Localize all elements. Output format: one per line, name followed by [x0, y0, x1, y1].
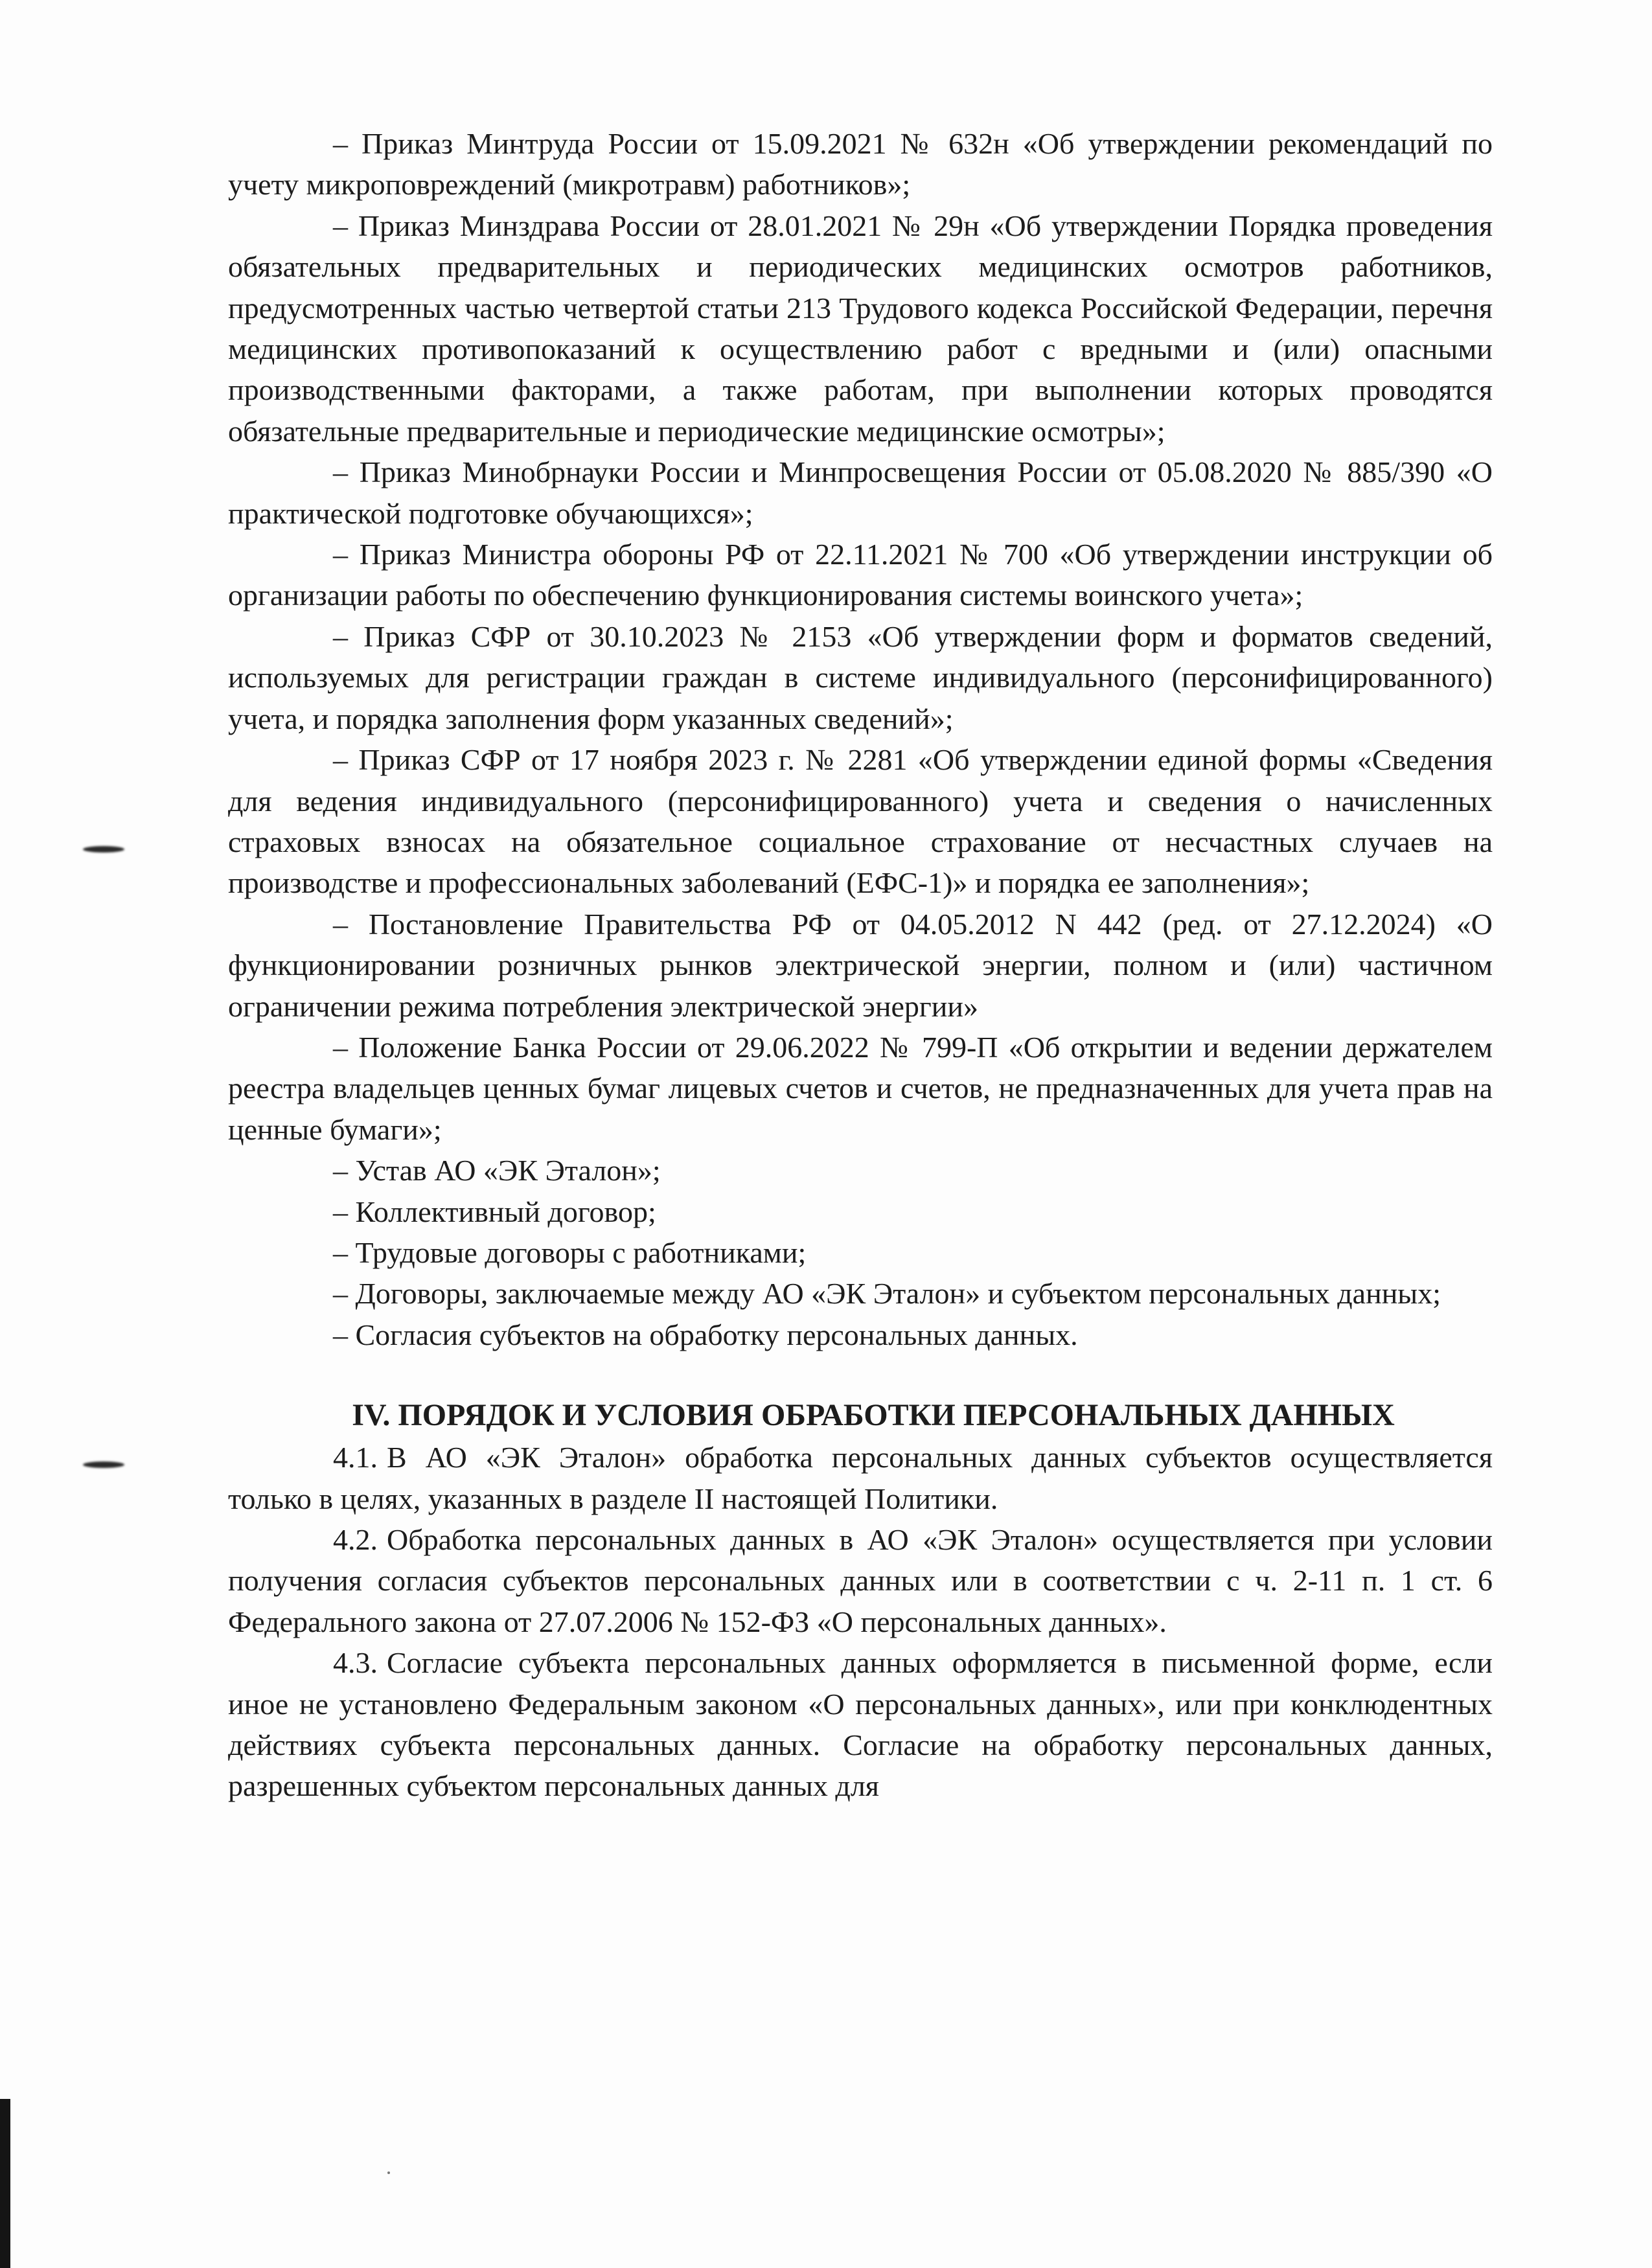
clause-text: Обработка персональных данных в АО «ЭК Эталон» осуществляется при условии получения согласия субъектов персональных данных или в соответствии с ч. 2-11 п. 1 ст. 6 Федерального закона от 27.07.2006 № 152-ФЗ «О персональных данных». [228, 1523, 1493, 1638]
scan-speck [387, 2171, 390, 2174]
clause-text: В АО «ЭК Эталон» обработка персональных данных субъектов осуществляется только в целях, указанных в разделе II настоящей Политики. [228, 1441, 1493, 1515]
legal-basis-list [228, 123, 1493, 1355]
clause-4-2 [228, 1519, 1493, 1642]
clause-number: 4.3. [333, 1646, 378, 1680]
clause-4-1 [228, 1437, 1493, 1519]
list-item: – Приказ Минобрнауки России и Минпросвещения России от 05.08.2020 № 885/390 «О практической подготовке обучающихся»; [228, 455, 1493, 530]
list-item: – Коллективный договор; [333, 1195, 656, 1228]
list-item: – Трудовые договоры с работниками; [333, 1235, 807, 1269]
list-item: – Приказ СФР от 30.10.2023 № 2153 «Об утверждении форм и форматов сведений, используемых для регистрации граждан в системе индивидуального (персонифицированного) учета, и порядка заполнения форм указанных сведений»; [228, 619, 1493, 735]
list-item: – Приказ Минтруда России от 15.09.2021 № 632н «Об утверждении рекомендаций по учету микроповреждений (микротравм) работников»; [228, 127, 1493, 201]
clause-text: Согласие субъекта персональных данных оформляется в письменной форме, если иное не установлено Федеральным законом «О персональных данных», или при конклюдентных действиях субъекта персональных данных. Согласие на обработку персональных данных, разрешенных субъектом персональных данных для [228, 1646, 1493, 1803]
list-item: – Устав АО «ЭК Эталон»; [333, 1154, 661, 1187]
section-heading: IV. ПОРЯДОК И УСЛОВИЯ ОБРАБОТКИ ПЕРСОНАЛЬНЫХ ДАННЫХ [352, 1398, 1395, 1433]
clause-4-3 [228, 1642, 1493, 1807]
list-item: – Положение Банка России от 29.06.2022 № 799-П «Об открытии и ведении держателем реестра владельцев ценных бумаг лицевых счетов и счетов, не предназначенных для учета прав на ценные бумаги»; [228, 1030, 1493, 1146]
list-item: – Согласия субъектов на обработку персональных данных. [333, 1318, 1078, 1351]
list-item: – Договоры, заключаемые между АО «ЭК Эталон» и субъектом персональных данных; [333, 1277, 1441, 1311]
list-item: – Постановление Правительства РФ от 04.05.2012 N 442 (ред. от 27.12.2024) «О функционировании розничных рынков электрической энергии, полном и (или) частичном ограничении режима потребления электрической энергии» [228, 907, 1493, 1023]
punch-hole-shadow-upper [83, 846, 124, 853]
list-item: – Приказ СФР от 17 ноября 2023 г. № 2281 «Об утверждении единой формы «Сведения для ведения индивидуального (персонифицированного) учета и сведения о начисленных страховых взносах на обязательное социальное страхование от несчастных случаев на производстве и профессиональных заболеваний (ЕФС-1)» и порядка ее заполнения»; [228, 743, 1493, 900]
section-clauses [228, 1437, 1493, 1807]
clause-number: 4.1. [333, 1441, 378, 1474]
list-item: – Приказ Министра обороны РФ от 22.11.2021 № 700 «Об утверждении инструкции об организации работы по обеспечению функционирования системы воинского учета»; [228, 538, 1493, 612]
binding-edge-shadow [0, 2099, 10, 2268]
clause-number: 4.2. [333, 1523, 378, 1556]
list-item: – Приказ Минздрава России от 28.01.2021 № 29н «Об утверждении Порядка проведения обязательных предварительных и периодических медицинских осмотров работников, предусмотренных частью четвертой статьи 213 Трудового кодекса Российской Федерации, перечня медицинских противопоказаний к осуществлению работ с вредными и (или) опасными производственными факторами, а также работам, при выполнении которых проводятся обязательные предварительные и периодические медицинские осмотры»; [228, 209, 1493, 448]
punch-hole-shadow-lower [83, 1461, 124, 1468]
document-body [228, 123, 1493, 1807]
